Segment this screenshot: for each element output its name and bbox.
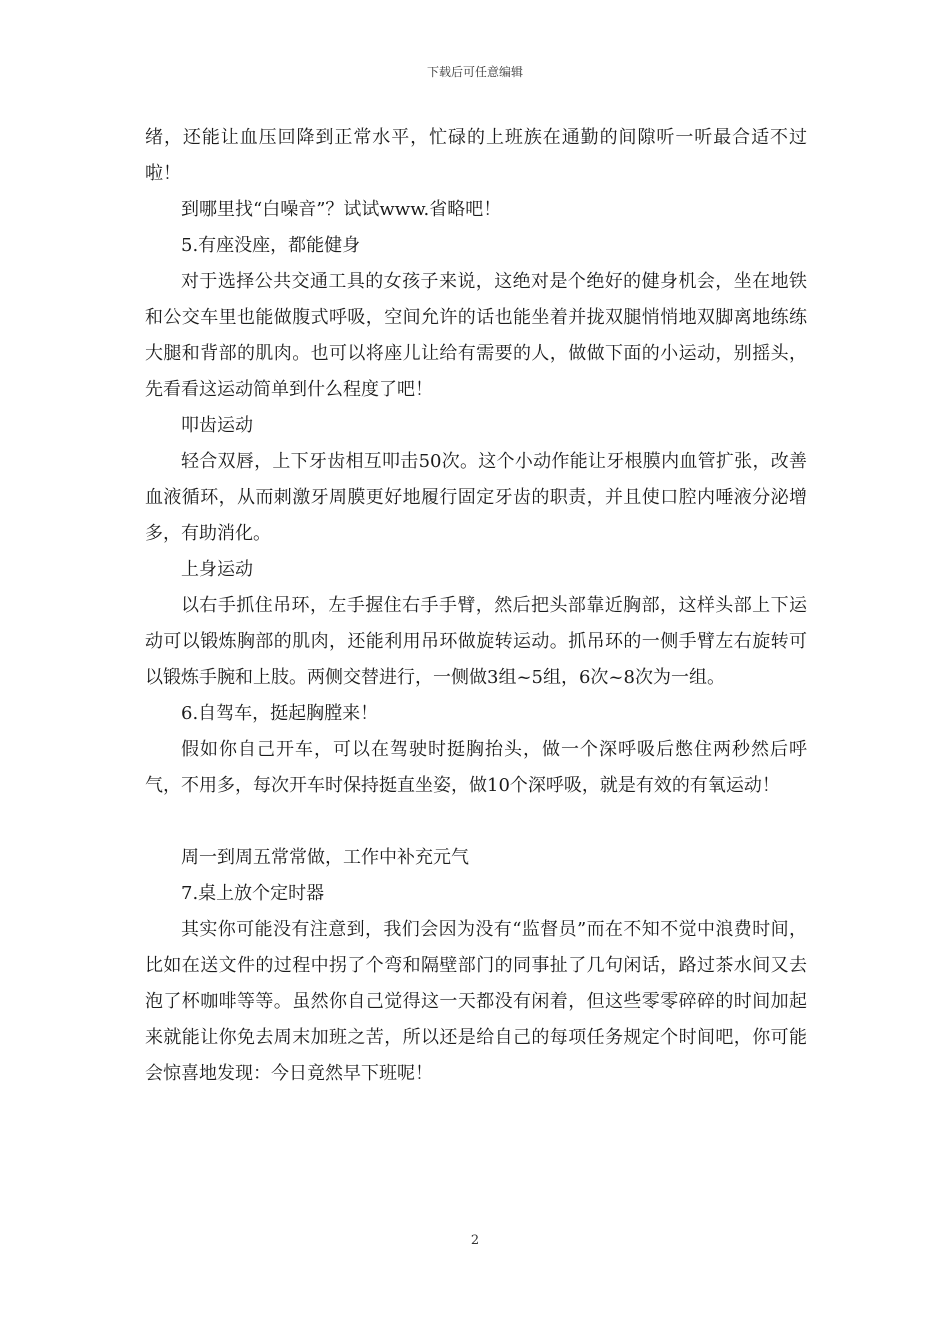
- section-heading-5: 5.有座没座，都能健身: [181, 235, 361, 256]
- paragraph-timer: 其实你可能没有注意到，我们会因为没有“监督员”而在不知不觉中浪费时间，比如在送文件的过程中拐了个弯和隔壁部门的同事扯了几句闲话，路过茶水间又去泡了杯咖啡等等。虽然你自己觉得这一天都没有闲着，但这些零零碎碎的时间加起来就能让你免去周末加班之苦，所以还是给自己的每项任务规定个时间吧，你可能会惊喜地发现：今日竟然早下班呢！: [145, 919, 807, 1084]
- section-heading-7: 7.桌上放个定时器: [181, 883, 325, 904]
- paragraph-continued-intro: 绪，还能让血压回降到正常水平，忙碌的上班族在通勤的间隙听一听最合适不过啦！: [145, 127, 807, 184]
- paragraph-where-white-noise: 到哪里找“白噪音”？试试www.省略吧！: [181, 199, 502, 220]
- paragraph-driving: 假如你自己开车，可以在驾驶时挺胸抬头，做一个深呼吸后憋住两秒然后呼气，不用多，每次开车时保持挺直坐姿，做10个深呼吸，就是有效的有氧运动！: [145, 739, 807, 796]
- subheading-weekday: 周一到周五常常做，工作中补充元气: [181, 847, 469, 868]
- section-heading-6: 6.自驾车，挺起胸膛来！: [181, 703, 379, 724]
- subheading-teeth-exercise: 叩齿运动: [181, 415, 253, 436]
- document-body: [145, 120, 807, 1092]
- page-number: 2: [470, 1233, 480, 1248]
- paragraph-teeth-exercise: 轻合双唇，上下牙齿相互叩击50次。这个小动作能让牙根膜内血管扩张，改善血液循环，从而刺激牙周膜更好地履行固定牙齿的职责，并且使口腔内唾液分泌增多，有助消化。: [145, 451, 807, 544]
- subheading-upper-body: 上身运动: [181, 559, 253, 580]
- page-header: 下载后可任意编辑: [426, 65, 523, 79]
- blank-line: [145, 804, 807, 840]
- paragraph-upper-body: 以右手抓住吊环，左手握住右手手臂，然后把头部靠近胸部，这样头部上下运动可以锻炼胸部的肌肉，还能利用吊环做旋转运动。抓吊环的一侧手臂左右旋转可以锻炼手腕和上肢。两侧交替进行，一侧做3组~5组，6次~8次为一组。: [145, 595, 807, 688]
- paragraph-public-transport: 对于选择公共交通工具的女孩子来说，这绝对是个绝好的健身机会，坐在地铁和公交车里也能做腹式呼吸，空间允许的话也能坐着并拢双腿悄悄地双脚离地练练大腿和背部的肌肉。也可以将座儿让给有需要的人，做做下面的小运动，别摇头，先看看这运动简单到什么程度了吧！: [145, 271, 807, 400]
